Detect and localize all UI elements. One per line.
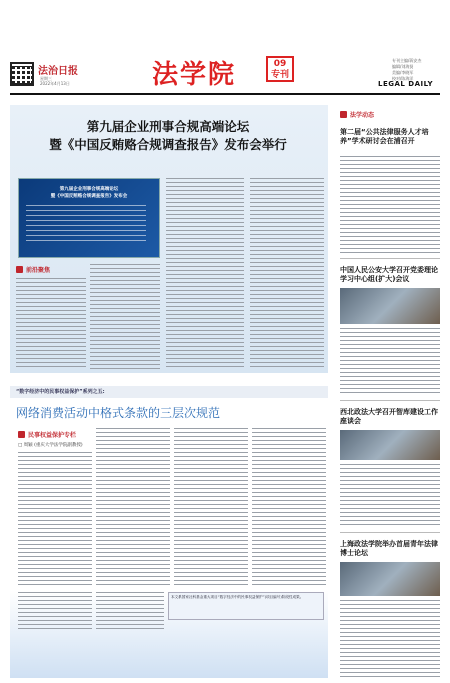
series-label: “数字经济中的民事权益保护”系列之五: (16, 389, 105, 395)
sidebar-headline: 上海政法学院举办首届青年法律博士论坛 (340, 540, 438, 557)
article-column (18, 592, 92, 632)
divider (340, 400, 440, 401)
funding-note: 本文系国家社科基金重大项目“数字经济中的民事权益保护”(项目编号)阶段性成果。 (168, 592, 324, 620)
date-line: 星期三 2022年4月13日 (40, 76, 70, 86)
article-column (252, 428, 326, 588)
divider (340, 258, 440, 259)
section-icon (18, 431, 25, 438)
article-column (90, 264, 160, 370)
article-column (18, 452, 92, 586)
banner-caption: 第九届企业刑事合规高端论坛 暨《中国反贿赂合规调查报告》发布会 (50, 187, 128, 199)
news-photo (340, 288, 440, 324)
article-column (174, 428, 248, 588)
news-photo (340, 562, 440, 596)
section-tag-news: 法学动态 (340, 110, 374, 119)
article-column (96, 428, 170, 586)
masthead-rule (10, 93, 440, 95)
section-tag-frontier: 前沿聚焦 (16, 265, 50, 274)
editor-info: 专刊主编/蒋安杰 编辑/刘海贤 美编/李晓军 校对/陈海洋 (392, 58, 422, 81)
english-masthead: LEGAL DAILY (378, 80, 434, 88)
sidebar-text (340, 156, 440, 254)
qr-code (10, 62, 34, 86)
byline: □ 周颖 (重庆大学法学院副教授) (18, 443, 83, 448)
issue-badge: 09 专刊 (266, 56, 294, 82)
section-brand-title: 法学院 (152, 60, 237, 90)
sidebar-text (340, 600, 440, 678)
article-column (96, 592, 164, 632)
series-headline: 网络消费活动中格式条款的三层次规范 (16, 406, 221, 420)
section-icon (16, 266, 23, 273)
paper-name: 法治日报 (38, 66, 78, 77)
article-column (16, 278, 86, 370)
section-icon (340, 111, 347, 118)
news-photo (340, 430, 440, 460)
sidebar-text (340, 464, 440, 528)
divider (340, 532, 440, 533)
sidebar-headline: 中国人民公安大学召开党委理论学习中心组(扩大)会议 (340, 266, 438, 283)
sidebar-headline: 第二届“公共法律服务人才培养”学术研讨会在浦召开 (340, 128, 429, 145)
sidebar-headline: 西北政法大学召开智库建设工作座谈会 (340, 408, 438, 425)
article-column (166, 178, 244, 368)
feature-headline: 第九届企业刑事合规高端论坛 暨《中国反贿赂合规调查报告》发布会举行 (49, 119, 287, 152)
article-column (250, 178, 324, 368)
banner-text-lines (26, 205, 146, 245)
sidebar-text (340, 328, 440, 396)
section-tag-civil-rights: 民事权益保护专栏 (18, 430, 76, 439)
